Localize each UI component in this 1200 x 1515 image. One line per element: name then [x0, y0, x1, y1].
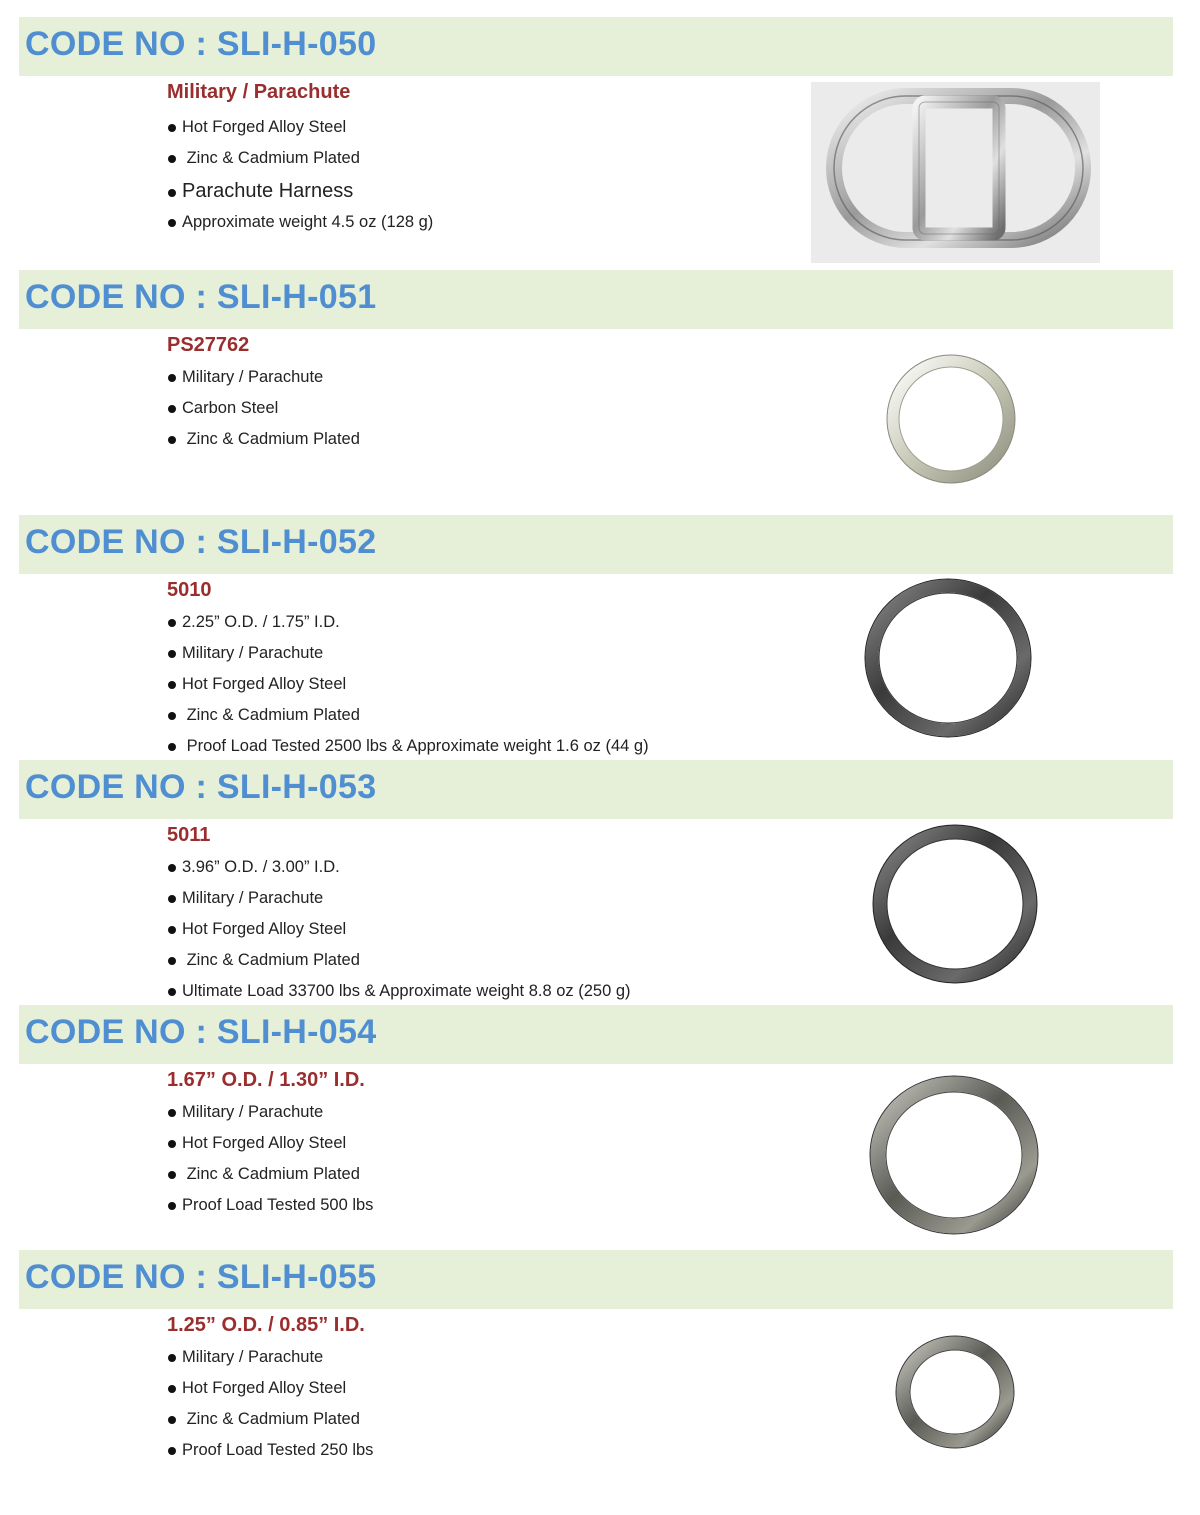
spec-item: Hot Forged Alloy Steel	[167, 919, 631, 950]
spec-list	[167, 612, 649, 767]
bullet-icon	[168, 1109, 176, 1117]
product-subtitle: 1.25” O.D. / 0.85” I.D.	[167, 1314, 365, 1336]
spec-item: Zinc & Cadmium Plated	[167, 148, 433, 179]
bullet-icon	[168, 1140, 176, 1148]
spec-item: Military / Parachute	[167, 1102, 373, 1133]
product-subtitle: PS27762	[167, 334, 250, 356]
bullet-icon	[168, 895, 176, 903]
spec-list	[167, 1347, 373, 1471]
o-ring-image	[862, 578, 1034, 738]
o-ring-image	[892, 1332, 1018, 1452]
bullet-icon	[168, 405, 176, 413]
section-header	[19, 270, 1173, 329]
spec-item: Proof Load Tested 250 lbs	[167, 1440, 373, 1471]
o-ring-image	[868, 1075, 1040, 1235]
spec-item: Zinc & Cadmium Plated	[167, 705, 649, 736]
bullet-icon	[168, 124, 176, 132]
spec-item: 2.25” O.D. / 1.75” I.D.	[167, 612, 649, 643]
product-subtitle: 1.67” O.D. / 1.30” I.D.	[167, 1069, 365, 1091]
bullet-icon	[168, 374, 176, 382]
spec-item: 3.96” O.D. / 3.00” I.D.	[167, 857, 631, 888]
product-code: CODE NO : SLI-H-050	[25, 25, 377, 63]
spec-item: Hot Forged Alloy Steel	[167, 117, 433, 148]
spec-item: Approximate weight 4.5 oz (128 g)	[167, 212, 433, 243]
bullet-icon	[168, 219, 176, 227]
bullet-icon	[168, 1416, 176, 1424]
product-code: CODE NO : SLI-H-054	[25, 1013, 377, 1051]
spec-item: Military / Parachute	[167, 367, 360, 398]
bullet-icon	[168, 1354, 176, 1362]
spec-item: Hot Forged Alloy Steel	[167, 674, 649, 705]
section-header	[19, 1005, 1173, 1064]
spec-item: Military / Parachute	[167, 1347, 373, 1378]
spec-list	[167, 1102, 373, 1226]
bullet-icon	[168, 1202, 176, 1210]
spec-list	[167, 117, 433, 243]
spec-item: Hot Forged Alloy Steel	[167, 1133, 373, 1164]
section-header	[19, 17, 1173, 76]
product-subtitle: 5011	[167, 824, 211, 846]
section-header	[19, 1250, 1173, 1309]
product-code: CODE NO : SLI-H-055	[25, 1258, 377, 1296]
section-header	[19, 760, 1173, 819]
spec-item: Proof Load Tested 500 lbs	[167, 1195, 373, 1226]
bullet-icon	[168, 712, 176, 720]
bullet-icon	[168, 988, 176, 996]
bullet-icon	[168, 743, 176, 751]
bullet-icon	[168, 155, 176, 163]
triple-slot-buckle-image	[811, 82, 1100, 263]
spec-item: Zinc & Cadmium Plated	[167, 1164, 373, 1195]
product-subtitle: 5010	[167, 579, 212, 601]
bullet-icon	[168, 436, 176, 444]
bullet-icon	[168, 189, 176, 197]
bullet-icon	[168, 1385, 176, 1393]
bullet-icon	[168, 957, 176, 965]
bullet-icon	[168, 926, 176, 934]
bullet-icon	[168, 650, 176, 658]
spec-item: Proof Load Tested 2500 lbs & Approximate weight 1.6 oz (44 g)	[167, 736, 649, 767]
spec-item: Carbon Steel	[167, 398, 360, 429]
o-ring-image	[870, 824, 1040, 984]
bullet-icon	[168, 864, 176, 872]
spec-item: Zinc & Cadmium Plated	[167, 1409, 373, 1440]
section-header	[19, 515, 1173, 574]
spec-item: Hot Forged Alloy Steel	[167, 1378, 373, 1409]
spec-item: Military / Parachute	[167, 643, 649, 674]
spec-item: Ultimate Load 33700 lbs & Approximate weight 8.8 oz (250 g)	[167, 981, 631, 1012]
bullet-icon	[168, 619, 176, 627]
bullet-icon	[168, 1447, 176, 1455]
spec-item: Zinc & Cadmium Plated	[167, 950, 631, 981]
spec-list	[167, 367, 360, 460]
bullet-icon	[168, 1171, 176, 1179]
spec-item: Military / Parachute	[167, 888, 631, 919]
spec-item: Zinc & Cadmium Plated	[167, 429, 360, 460]
product-code: CODE NO : SLI-H-052	[25, 523, 377, 561]
spec-item: Parachute Harness	[167, 179, 433, 212]
spec-list	[167, 857, 631, 1012]
o-ring-image	[882, 350, 1020, 488]
product-code: CODE NO : SLI-H-053	[25, 768, 377, 806]
product-code: CODE NO : SLI-H-051	[25, 278, 377, 316]
product-subtitle: Military / Parachute	[167, 81, 351, 103]
bullet-icon	[168, 681, 176, 689]
